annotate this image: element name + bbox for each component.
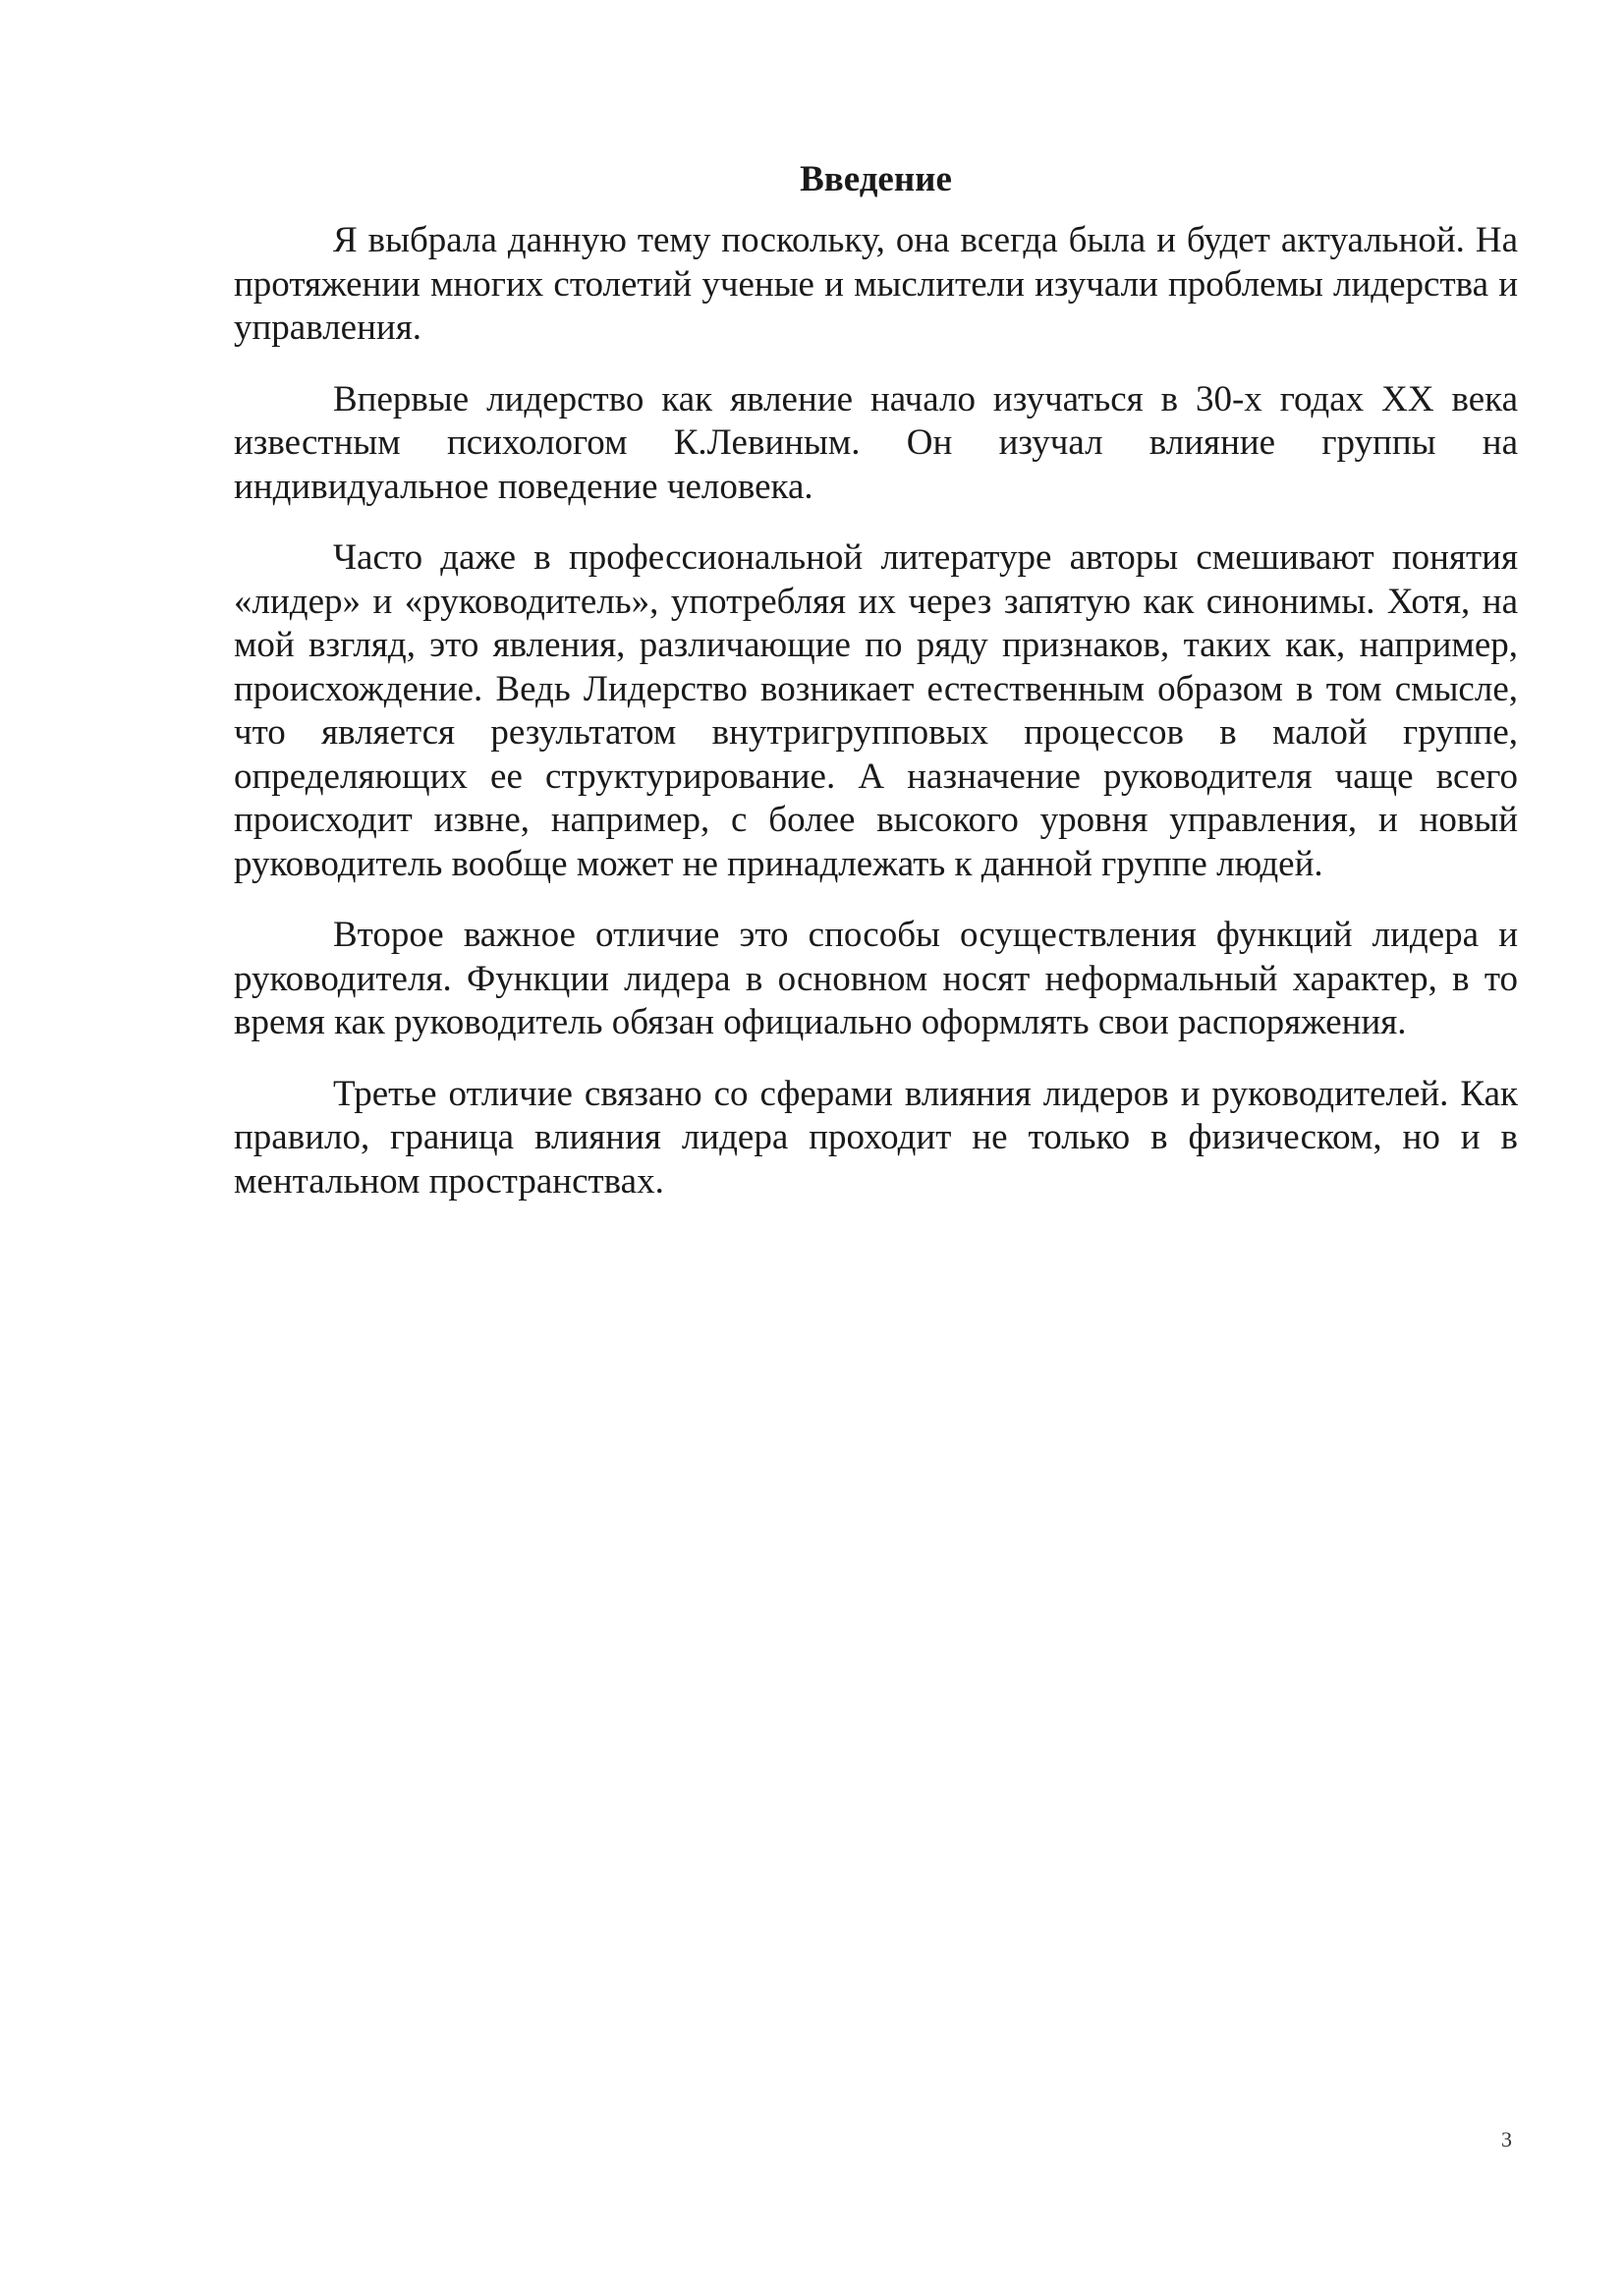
paragraph-4: Второе важное отличие это способы осуществления функций лидера и руководителя. Функции лидера в основном носят неформальный характер, в то время как руководитель обязан официально оформлять свои распоряжения. xyxy=(234,915,1518,1042)
paragraph-3: Часто даже в профессиональной литературе авторы смешивают понятия «лидер» и «руководитель», употребляя их через запятую как синонимы. Хотя, на мой взгляд, это явления, различающие по ряду признаков, таких как, например, происхождение. Ведь Лидерство возникает естественным образом в том смысле, что является результатом внутригрупповых процессов в малой группе, определяющих ее структурирование. А назначение руководителя чаще всего происходит извне, например, с более высокого уровня управления, и новый руководитель вообще может не принадлежать к данной группе людей. xyxy=(234,537,1518,884)
page-content xyxy=(234,157,1518,1231)
paragraph-5: Третье отличие связано со сферами влияния лидеров и руководителей. Как правило, граница влияния лидера проходит не только в физическом, но и в ментальном пространствах. xyxy=(234,1073,1518,1202)
paragraph-2: Впервые лидерство как явление начало изучаться в 30-х годах XX века известным психологом К.Левиным. Он изучал влияние группы на индивидуальное поведение человека. xyxy=(234,378,1518,507)
section-title: Введение xyxy=(800,159,952,199)
paragraph-1: Я выбрала данную тему поскольку, она всегда была и будет актуальной. На протяжении многих столетий ученые и мыслители изучали проблемы лидерства и управления. xyxy=(234,220,1518,348)
page-number: 3 xyxy=(1501,2127,1512,2152)
